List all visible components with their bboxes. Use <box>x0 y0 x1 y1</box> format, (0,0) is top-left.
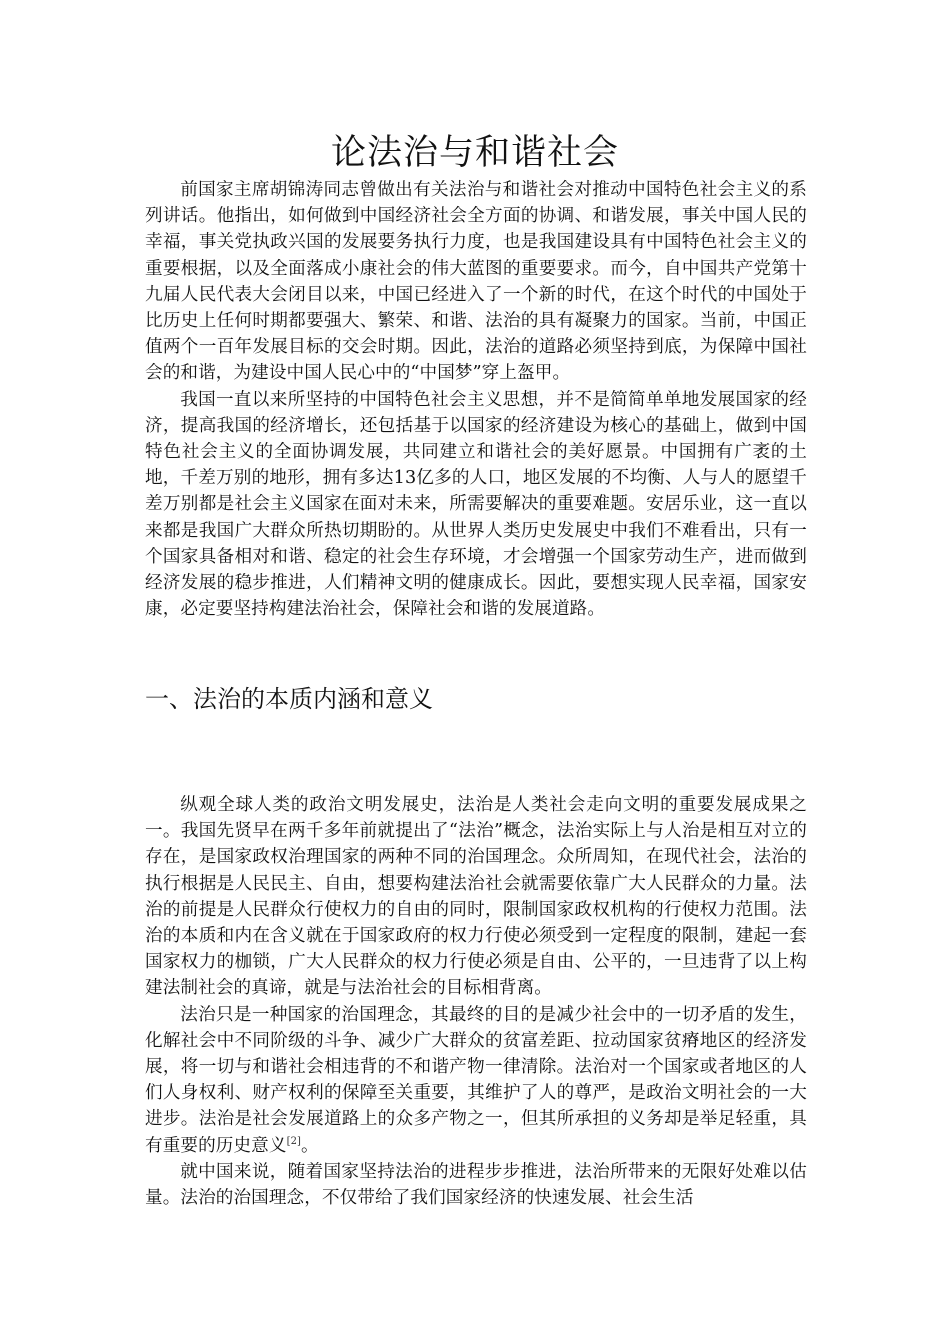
paragraph-tail: 。 <box>301 1135 319 1156</box>
section-body <box>145 792 807 1211</box>
paragraph-text: 法治只是一种国家的治国理念，其最终的目的是减少社会中的一切矛盾的发生，化解社会中不同阶级的斗争、减少广大群众的贫富差距、拉动国家贫瘠地区的经济发展，将一切与和谐社会相违背的不和谐产物一律清除。法治对一个国家或者地区的人们人身权利、财产权利的保障至关重要，其维护了人的尊严，是政治文明社会的一大进步。法治是社会发展道路上的众多产物之一，但其所承担的义务却是举足轻重，具有重要的历史意义 <box>145 1004 807 1156</box>
document-title: 论法治与和谐社会 <box>330 133 619 173</box>
paragraph: 就中国来说，随着国家坚持法治的进程步步推进，法治所带来的无限好处难以估量。法治的治国理念，不仅带给了我们国家经济的快速发展、社会生活 <box>145 1161 807 1209</box>
section-heading: 一、法治的本质内涵和意义 <box>145 685 433 713</box>
intro-section <box>145 177 807 622</box>
paragraph: 纵观全球人类的政治文明发展史，法治是人类社会走向文明的重要发展成果之一。我国先贤早在两千多年前就提出了“法治”概念，法治实际上与人治是相互对立的存在，是国家政权治理国家的两种不同的治国理念。众所周知，在现代社会，法治的执行根据是人民民主、自由，想要构建法治社会就需要依靠广大人民群众的力量。法治的前提是人民群众行使权力的自由的同时，限制国家政权机构的行使权力范围。法治的本质和内在含义就在于国家政府的权力行使必须受到一定程度的限制，建起一套国家权力的枷锁，广大人民群众的权力行使必须是自由、公平的，一旦违背了以上构建法制社会的真谛，就是与法治社会的目标相背离。 <box>145 795 807 999</box>
citation-mark: [2] <box>286 1135 302 1147</box>
paragraph: 前国家主席胡锦涛同志曾做出有关法治与和谐社会对推动中国特色社会主义的系列讲话。他指出，如何做到中国经济社会全方面的协调、和谐发展，事关中国人民的幸福，事关党执政兴国的发展要务执行力度，也是我国建设具有中国特色社会主义的重要根据，以及全面落成小康社会的伟大蓝图的重要要求。而今，自中国共产党第十九届人民代表大会闭目以来，中国已经进入了一个新的时代，在这个时代的中国处于比历史上任何时期都要强大、繁荣、和谐、法治的具有凝聚力的国家。当前，中国正值两个一百年发展目标的交会时期。因此，法治的道路必须坚持到底，为保障中国社会的和谐，为建设中国人民心中的“中国梦”穿上盔甲。 <box>145 180 807 384</box>
paragraph-with-citation <box>145 1002 807 1159</box>
paragraph: 我国一直以来所坚持的中国特色社会主义思想，并不是简简单单地发展国家的经济，提高我国的经济增长，还包括基于以国家的经济建设为核心的基础上，做到中国特色社会主义的全面协调发展，共同建立和谐社会的美好愿景。中国拥有广袤的土地，千差万别的地形，拥有多达13亿多的人口，地区发展的不均衡、人与人的愿望千差万别都是社会主义国家在面对未来，所需要解决的重要难题。安居乐业，这一直以来都是我国广大群众所热切期盼的。从世界人类历史发展史中我们不难看出，只有一个国家具备相对和谐、稳定的社会生存环境，才会增强一个国家劳动生产，进而做到经济发展的稳步推进，人们精神文明的健康成长。因此，要想实现人民幸福，国家安康，必定要坚持构建法治社会，保障社会和谐的发展道路。 <box>145 389 807 620</box>
